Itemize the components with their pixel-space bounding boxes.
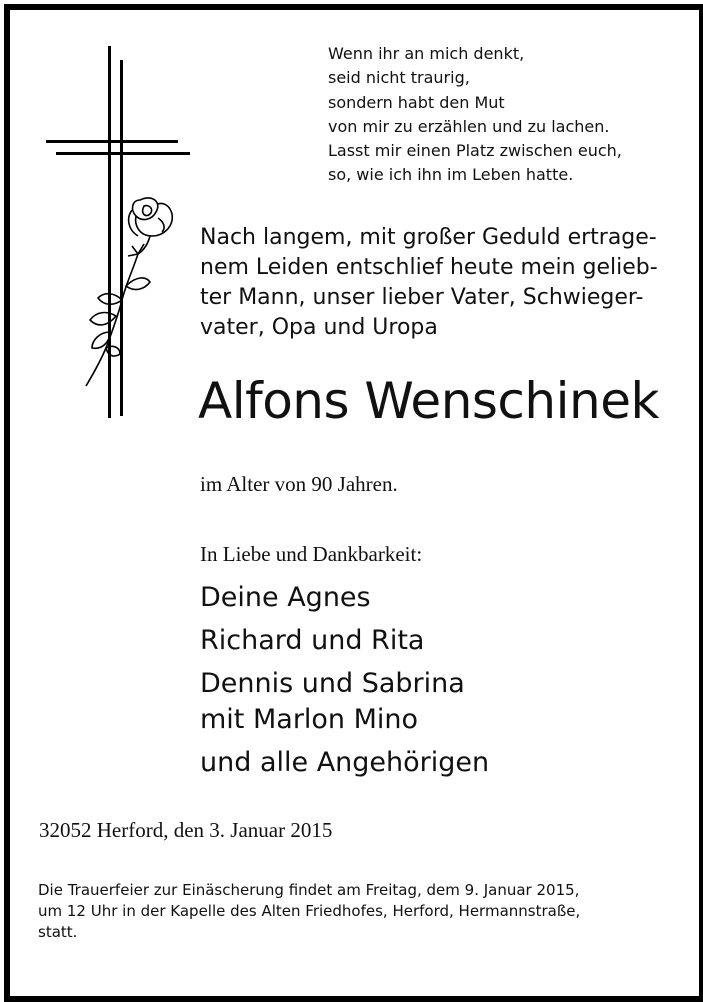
intro-text (200, 223, 664, 343)
notice-line: um 12 Uhr in der Kapelle des Alten Friedhofes, Herford, Hermannstraße, (38, 902, 581, 920)
age-line: im Alter von 90 Jahren. (200, 472, 398, 496)
intro-line: vater, Opa und Uropa (200, 315, 438, 340)
notice-line: statt. (38, 923, 78, 941)
poem-line: von mir zu erzählen und zu lachen. (328, 116, 610, 136)
cross-with-rose-icon (40, 40, 200, 420)
intro-line: Nach langem, mit großer Geduld ertrage- (200, 225, 657, 250)
poem-line: Wenn ihr an mich denkt, (328, 44, 525, 63)
place-date: 32052 Herford, den 3. Januar 2015 (39, 818, 333, 842)
love-line: In Liebe und Dankbarkeit: (200, 542, 423, 566)
poem (328, 42, 668, 188)
mourner-line: Dennis und Sabrina (200, 668, 465, 699)
mourner-line: und alle Angehörigen (200, 747, 490, 778)
poem-line: so, wie ich ihn im Leben hatte. (328, 165, 574, 185)
intro-line: nem Leiden entschlief heute mein gelieb- (200, 255, 658, 280)
poem-line: Lasst mir einen Platz zwischen euch, (328, 141, 622, 161)
deceased-name: Alfons Wenschinek (198, 372, 659, 430)
mourner-line: Deine Agnes (200, 582, 371, 613)
mourner-line: Richard und Rita (200, 625, 425, 656)
poem-line: sondern habt den Mut (328, 92, 505, 112)
poem-line: seid nicht traurig, (328, 68, 470, 88)
mourner-line: mit Marlon Mino (200, 704, 419, 735)
intro-line: ter Mann, unser lieber Vater, Schwieger- (200, 285, 644, 310)
notice-line: Die Trauerfeier zur Einäscherung findet am Freitag, dem 9. Januar 2015, (38, 881, 580, 899)
mourners-list (200, 580, 489, 781)
funeral-notice (38, 880, 658, 943)
